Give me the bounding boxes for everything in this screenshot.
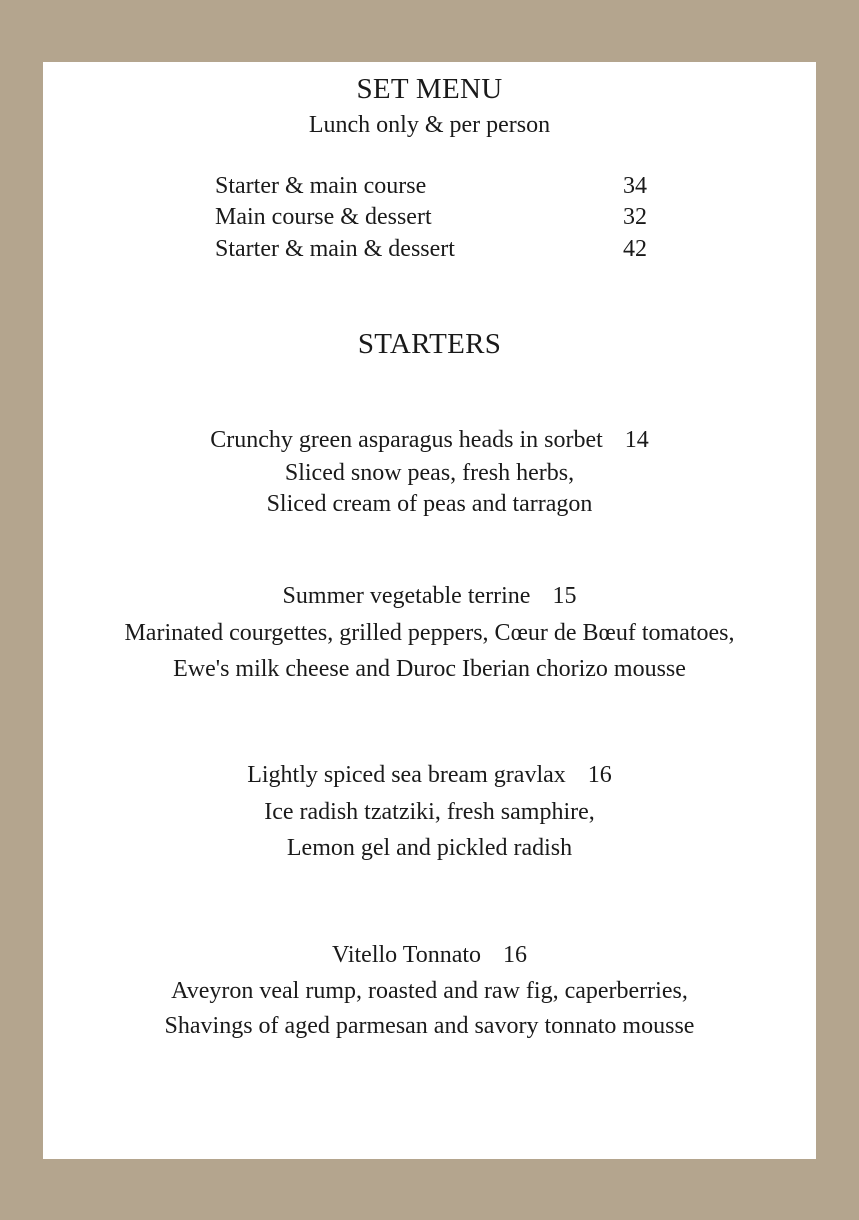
dish-title xyxy=(0,427,859,454)
dish-description-line: Sliced cream of peas and tarragon xyxy=(266,491,593,517)
dish-description-line: Ice radish tzatziki, fresh samphire, xyxy=(264,799,595,825)
dish-description-line: Ewe's milk cheese and Duroc Iberian chorizo mousse xyxy=(173,656,686,682)
set-menu-option-label: Main course & dessert xyxy=(215,204,432,230)
dish-title xyxy=(0,583,859,610)
dish-name: Vitello Tonnato xyxy=(331,942,482,968)
dish-description-line: Marinated courgettes, grilled peppers, Cœur de Bœuf tomatoes, xyxy=(124,620,735,646)
dish-name: Summer vegetable terrine xyxy=(282,583,531,609)
dish-description-line: Sliced snow peas, fresh herbs, xyxy=(284,460,575,486)
set-menu-option-label: Starter & main & dessert xyxy=(215,236,455,262)
dish-description-line: Aveyron veal rump, roasted and raw fig, caperberries, xyxy=(171,978,688,1004)
set-menu-option-label: Starter & main course xyxy=(215,173,427,199)
dish-title xyxy=(0,762,859,789)
dish-price: 15 xyxy=(552,583,577,609)
dish-price: 16 xyxy=(587,762,612,788)
set-menu-option-price: 32 xyxy=(623,204,647,230)
set-menu-heading: SET MENU xyxy=(356,73,503,105)
set-menu-option-price: 34 xyxy=(623,173,647,199)
dish-name: Crunchy green asparagus heads in sorbet xyxy=(210,427,603,453)
dish-price: 16 xyxy=(503,942,528,968)
dish-description-line: Lemon gel and pickled radish xyxy=(286,835,573,861)
dish-title xyxy=(0,942,859,969)
starters-heading: STARTERS xyxy=(357,328,502,360)
dish-description-line: Shavings of aged parmesan and savory tonnato mousse xyxy=(164,1013,695,1039)
set-menu-subheading: Lunch only & per person xyxy=(308,112,551,138)
dish-price: 14 xyxy=(624,427,649,453)
set-menu-option-price: 42 xyxy=(623,236,647,262)
dish-name: Lightly spiced sea bream gravlax xyxy=(247,762,566,788)
